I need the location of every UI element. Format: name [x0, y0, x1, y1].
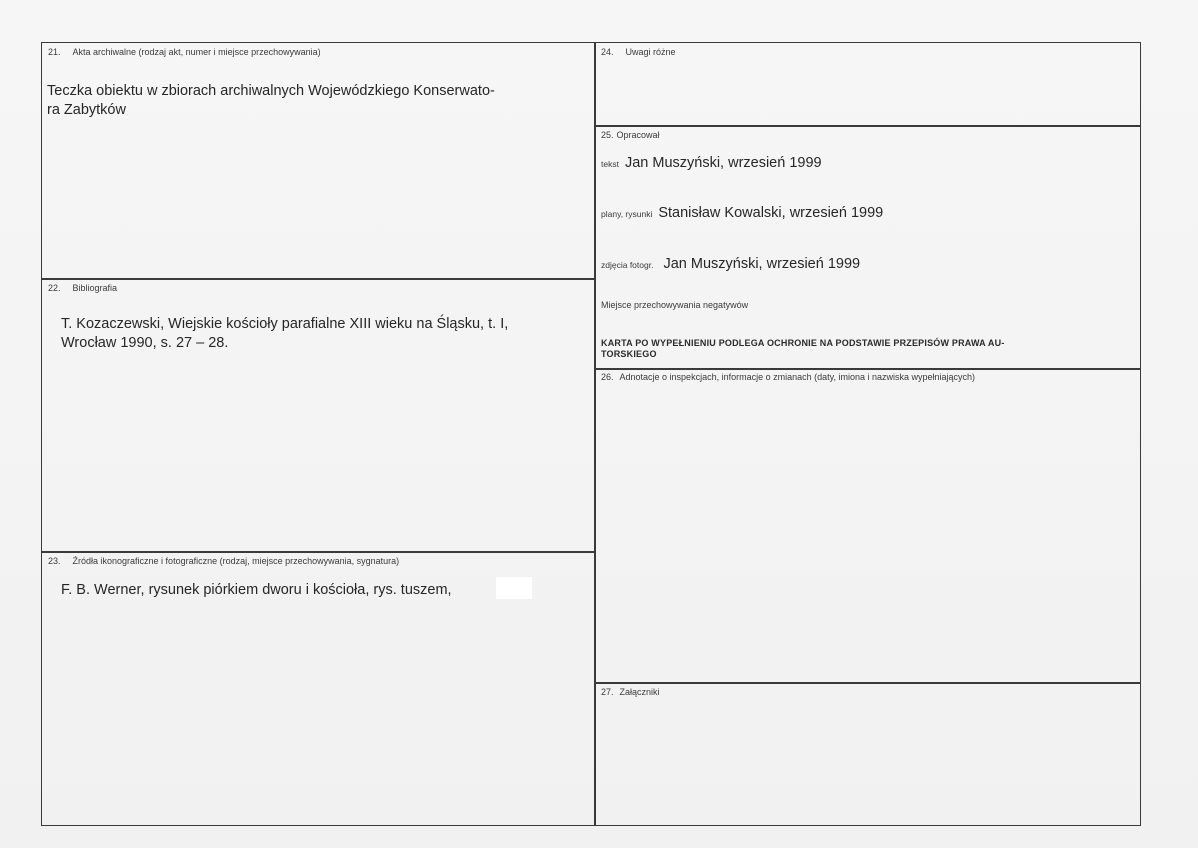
section-22-number: 22.: [48, 283, 61, 293]
copyright-notice-line-1: KARTA PO WYPEŁNIENIU PODLEGA OCHRONIE NA PODSTAWIE PRZEPISÓW PRAWA AU-: [601, 338, 1005, 348]
author-plans-label: plany, rysunki: [601, 209, 653, 219]
section-22-text: [61, 315, 591, 353]
section-25-number: 25.: [601, 130, 614, 140]
author-text-value: Jan Muszyński, wrzesień 1999: [624, 155, 822, 171]
divider-24-25: [594, 125, 1141, 127]
section-22-line-1: T. Kozaczewski, Wiejskie kościoły parafialne XIII wieku na Śląsku, t. I,: [61, 316, 509, 332]
copyright-notice-line-2: TORSKIEGO: [601, 349, 657, 359]
section-27-title: Załączniki: [619, 687, 660, 697]
section-21-line-1: Teczka obiektu w zbiorach archiwalnych Wojewódzkiego Konserwato-: [47, 83, 495, 99]
section-25-header: [601, 130, 660, 140]
section-21-title: Akta archiwalne (rodzaj akt, numer i miejsce przechowywania): [72, 47, 321, 57]
form-frame: [41, 42, 1141, 826]
column-divider: [594, 42, 596, 826]
author-photos-label: zdjęcia fotogr.: [601, 260, 654, 270]
copyright-notice: [601, 338, 1136, 360]
section-21-header: [48, 47, 321, 57]
negatives-location-label: Miejsce przechowywania negatywów: [601, 300, 749, 310]
section-25-title: Opracował: [616, 130, 660, 140]
author-plans-value: Stanisław Kowalski, wrzesień 1999: [658, 205, 884, 221]
divider-25-26: [594, 368, 1141, 370]
section-27-header: [601, 687, 660, 697]
section-21-line-2: ra Zabytków: [47, 102, 126, 118]
section-23-header: [48, 556, 399, 566]
section-23-title: Źródła ikonograficzne i fotograficzne (rodzaj, miejsce przechowywania, sygnatura): [72, 556, 400, 566]
author-photos-row: [601, 255, 860, 275]
section-21-number: 21.: [48, 47, 61, 57]
section-26-header: [601, 372, 975, 382]
divider-21-22: [41, 278, 595, 280]
section-22-line-2: Wrocław 1990, s. 27 – 28.: [61, 335, 229, 351]
section-24-number: 24.: [601, 47, 614, 57]
redaction-patch: [496, 577, 532, 599]
section-27-number: 27.: [601, 687, 614, 697]
section-21-text: [47, 82, 592, 120]
section-22-header: [48, 283, 117, 293]
section-24-header: [601, 47, 676, 57]
author-plans-row: [601, 204, 883, 224]
author-photos-value: Jan Muszyński, wrzesień 1999: [663, 256, 861, 272]
author-text-row: [601, 154, 822, 174]
section-22-title: Bibliografia: [72, 283, 118, 293]
section-23-line-1: F. B. Werner, rysunek piórkiem dworu i kościoła, rys. tuszem,: [61, 582, 452, 598]
section-23-number: 23.: [48, 556, 61, 566]
section-26-number: 26.: [601, 372, 614, 382]
section-26-title: Adnotacje o inspekcjach, informacje o zmianach (daty, imiona i nazwiska wypełniających): [619, 372, 976, 382]
section-24-title: Uwagi różne: [625, 47, 676, 57]
divider-22-23: [41, 551, 595, 553]
author-text-label: tekst: [601, 159, 619, 169]
divider-26-27: [594, 682, 1141, 684]
